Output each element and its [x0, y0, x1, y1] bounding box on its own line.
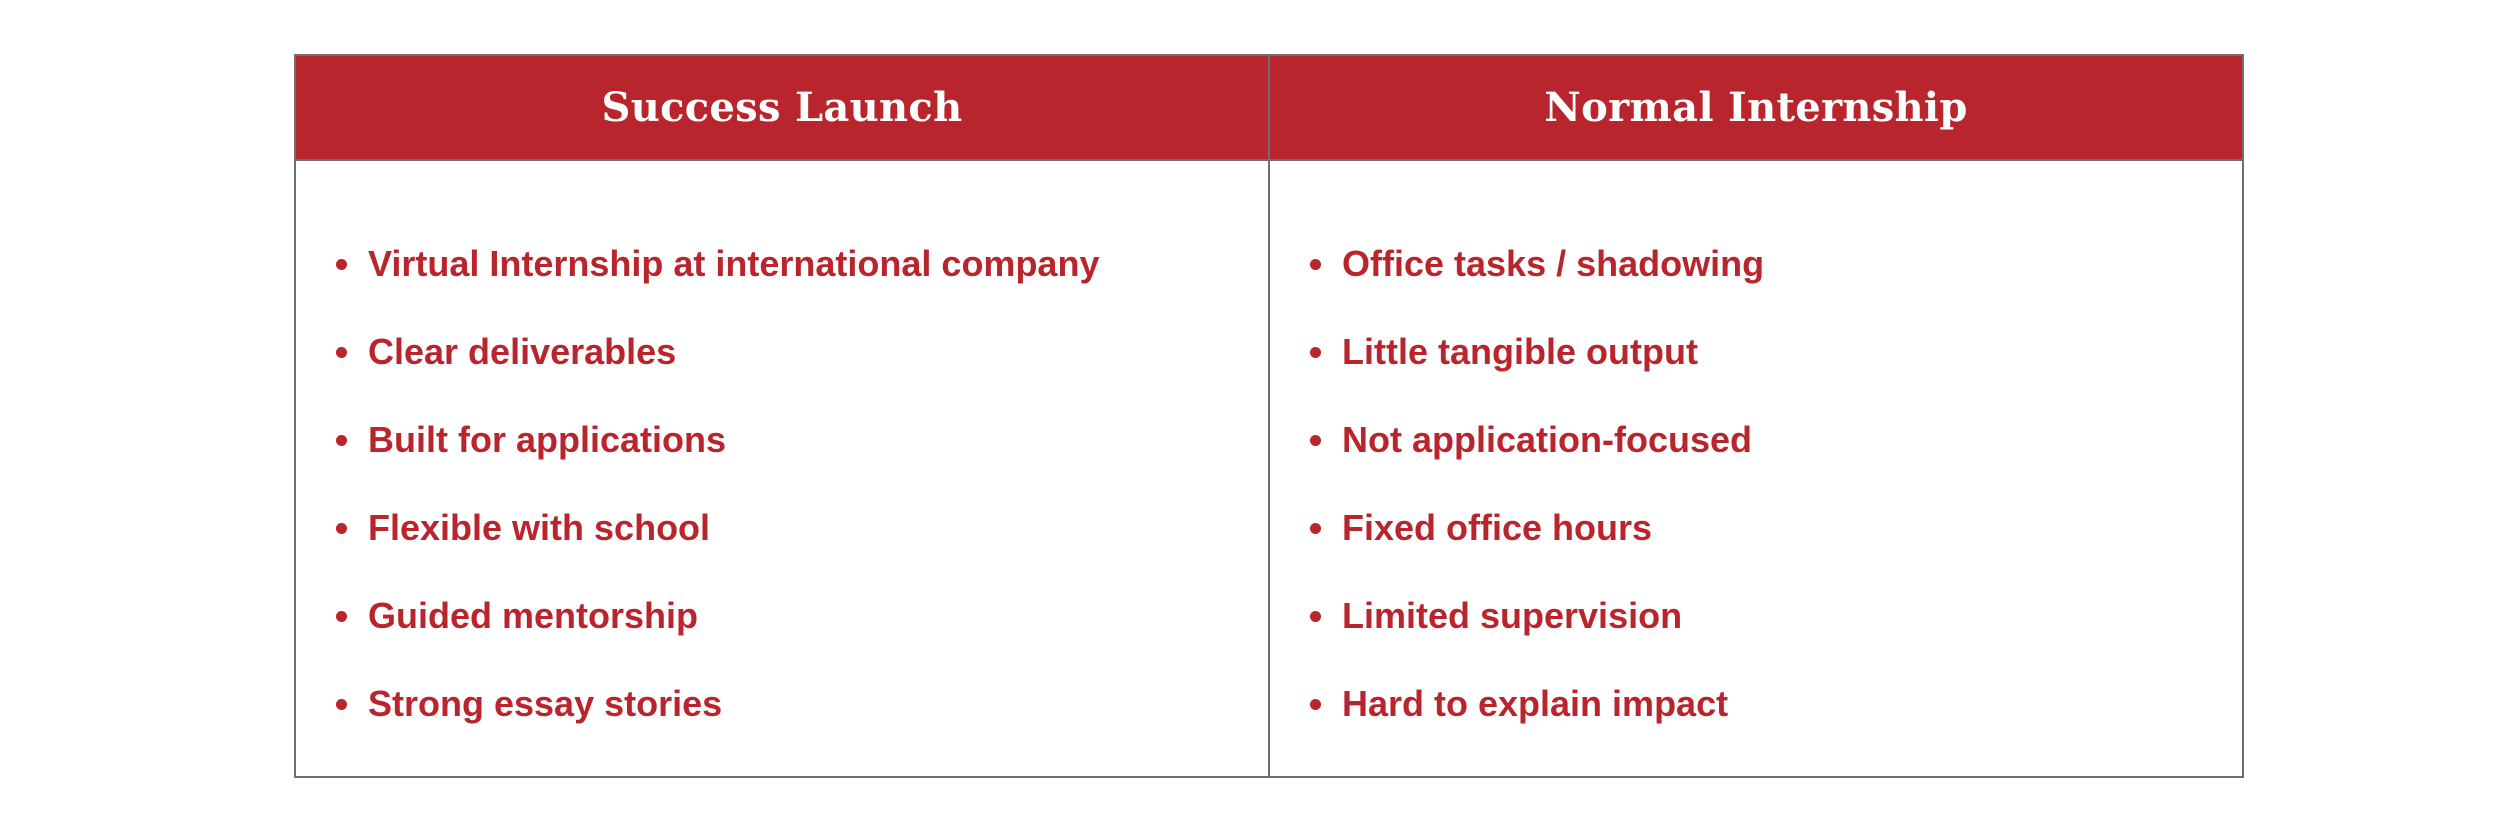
list-item-text: Guided mentorship	[368, 595, 699, 636]
list-item-text: Little tangible output	[1342, 331, 1698, 372]
column-normal-internship	[1268, 56, 2242, 776]
bullet-dot-icon	[1310, 523, 1321, 534]
list-item-text: Virtual Internship at international company	[368, 243, 1100, 284]
bullet-dot-icon	[336, 347, 347, 358]
list-item	[1270, 572, 2242, 660]
column-body-success-launch	[296, 161, 1268, 776]
column-body-normal-internship	[1270, 161, 2242, 776]
bullet-dot-icon	[1310, 347, 1321, 358]
list-item-text: Flexible with school	[368, 507, 711, 548]
list-item	[1270, 660, 2242, 748]
list-item	[1270, 396, 2242, 484]
column-success-launch	[296, 56, 1268, 776]
list-item	[1270, 220, 2242, 308]
list-item	[296, 572, 1268, 660]
bullet-dot-icon	[1310, 611, 1321, 622]
list-item-text: Built for applications	[368, 419, 727, 460]
bullet-dot-icon	[1310, 435, 1321, 446]
list-item	[296, 308, 1268, 396]
list-item-text: Limited supervision	[1342, 595, 1683, 636]
list-item	[296, 220, 1268, 308]
list-item-text: Hard to explain impact	[1342, 683, 1729, 724]
bullet-dot-icon	[1310, 699, 1321, 710]
bullet-dot-icon	[336, 435, 347, 446]
list-item-text: Office tasks / shadowing	[1342, 243, 1765, 284]
list-item-text: Not application-focused	[1342, 419, 1753, 460]
bullet-dot-icon	[336, 259, 347, 270]
bullet-dot-icon	[1310, 259, 1321, 270]
bullet-dot-icon	[336, 611, 347, 622]
list-item-text: Strong essay stories	[368, 683, 723, 724]
column-header-success-launch: Success Launch	[296, 56, 1268, 161]
list-item	[296, 484, 1268, 572]
list-item-text: Clear deliverables	[368, 331, 677, 372]
bullet-dot-icon	[336, 523, 347, 534]
comparison-table	[294, 54, 2244, 778]
bullet-dot-icon	[336, 699, 347, 710]
list-item	[296, 396, 1268, 484]
column-header-normal-internship: Normal Internship	[1270, 56, 2242, 161]
list-item	[1270, 484, 2242, 572]
list-item	[1270, 308, 2242, 396]
list-item-text: Fixed office hours	[1342, 507, 1653, 548]
list-item	[296, 660, 1268, 748]
